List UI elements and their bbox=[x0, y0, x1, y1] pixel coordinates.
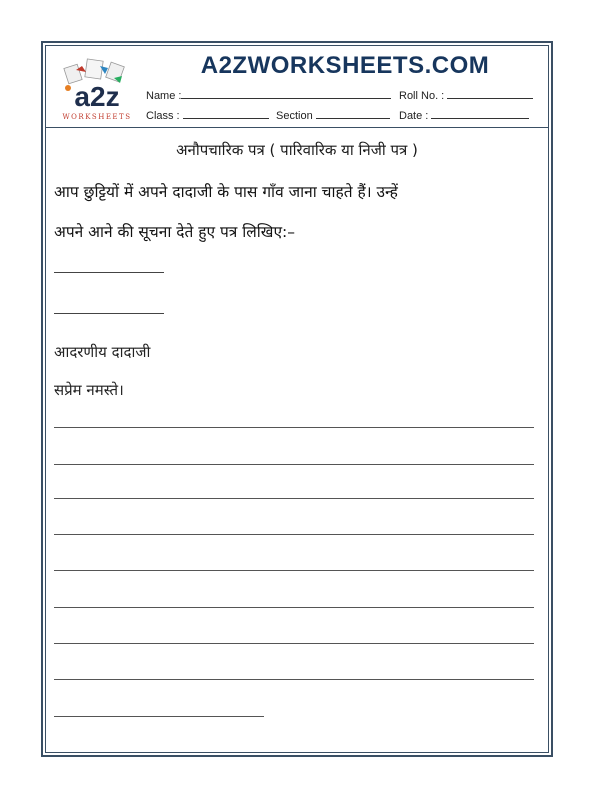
roll-row bbox=[399, 88, 533, 102]
logo-letters: a2z bbox=[74, 81, 120, 112]
section-row bbox=[276, 108, 390, 122]
header-divider bbox=[46, 127, 548, 128]
address-line-1[interactable] bbox=[54, 272, 164, 273]
writing-line[interactable] bbox=[54, 570, 534, 571]
date-label: Date : bbox=[399, 110, 429, 122]
name-label: Name : bbox=[146, 90, 182, 102]
section-label: Section bbox=[276, 110, 313, 122]
roll-field[interactable] bbox=[447, 88, 533, 99]
date-field[interactable] bbox=[431, 108, 529, 119]
name-row bbox=[146, 88, 391, 102]
writing-line[interactable] bbox=[54, 534, 534, 535]
writing-line[interactable] bbox=[54, 607, 534, 608]
question-line-2: अपने आने की सूचना देते हुए पत्र लिखिए:– bbox=[54, 223, 296, 241]
writing-line[interactable] bbox=[54, 427, 534, 428]
date-row bbox=[399, 108, 529, 122]
salutation: आदरणीय दादाजी bbox=[54, 343, 151, 361]
writing-line[interactable] bbox=[54, 498, 534, 499]
site-title: A2ZWORKSHEETS.COM bbox=[200, 52, 490, 79]
greeting: सप्रेम नमस्ते। bbox=[54, 381, 124, 399]
class-label: Class : bbox=[146, 110, 180, 122]
class-field[interactable] bbox=[183, 108, 269, 119]
writing-line[interactable] bbox=[54, 464, 534, 465]
question-line-1: आप छुट्टियों में अपने दादाजी के पास गाँव जाना चाहते हैं। उन्हें bbox=[54, 183, 398, 201]
writing-line[interactable] bbox=[54, 679, 534, 680]
closing-line[interactable] bbox=[54, 716, 264, 717]
name-field[interactable] bbox=[181, 88, 391, 99]
a2z-logo bbox=[56, 58, 138, 122]
roll-label: Roll No. : bbox=[399, 90, 445, 102]
class-row bbox=[146, 108, 269, 122]
worksheet-title: अनौपचारिक पत्र ( पारिवारिक या निजी पत्र ) bbox=[176, 141, 418, 159]
section-field[interactable] bbox=[316, 108, 390, 119]
logo-subtext: WORKSHEETS bbox=[62, 113, 132, 121]
address-line-2[interactable] bbox=[54, 313, 164, 314]
writing-line[interactable] bbox=[54, 643, 534, 644]
